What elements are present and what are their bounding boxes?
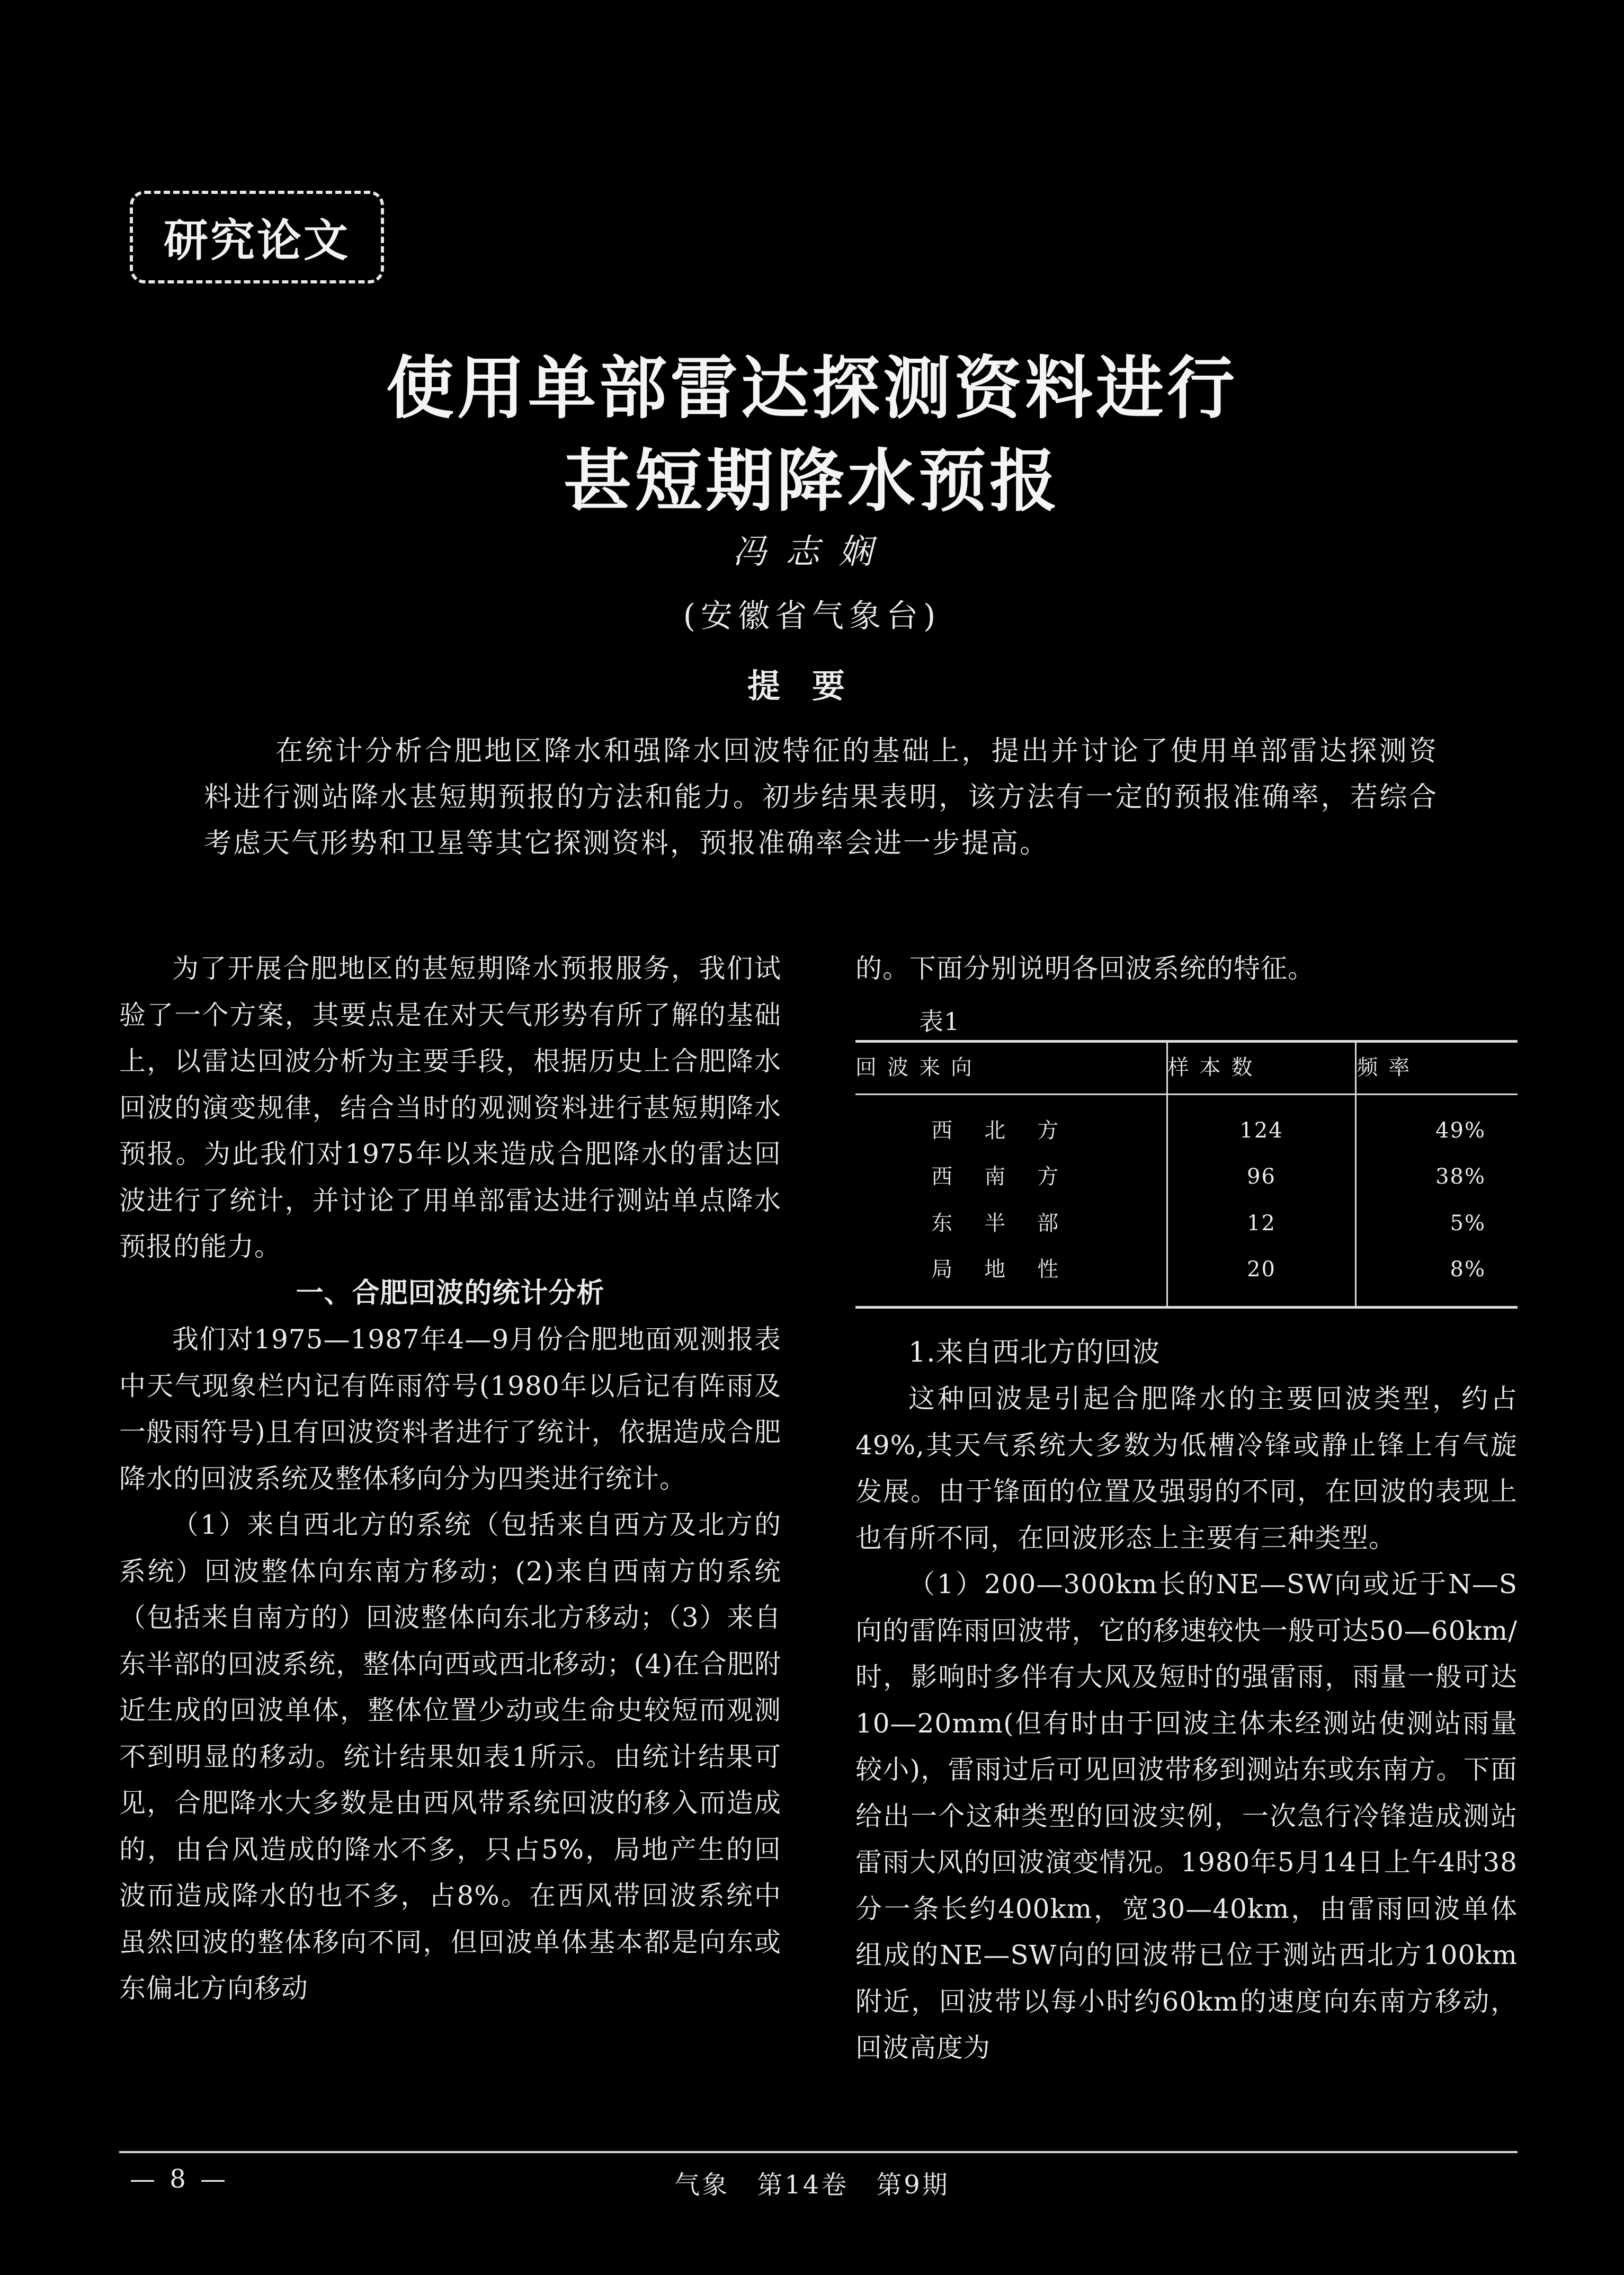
right-column [855, 946, 1518, 2072]
abstract-text: 在统计分析合肥地区降水和强降水回波特征的基础上，提出并讨论了使用单部雷达探测资料进行测站降水甚短期预报的方法和能力。初步结果表明，该方法有一定的预报准确率，若综合考虑天气形势和卫星等其它探测资料，预报准确率会进一步提高。 [204, 735, 1438, 859]
table-row [855, 1201, 1518, 1247]
body-paragraph: （1）200—300km长的NE—SW向或近于N—S向的雷阵雨回波带，它的移速较快一般可达50—60km/时，影响时多伴有大风及短时的强雷雨，雨量一般可达10—20mm(但有时由于回波主体未经测站使测站雨量较小)，雷雨过后可见回波带移到测站东或东南方。下面给出一个这种类型的回波实例，一次急行冷锋造成测站雷雨大风的回波演变情况。1980年5月14日上午4时38分一条长约400km，宽30—40km，由雷雨回波单体组成的NE—SW向的回波带已位于测站西北方100km附近，回波带以每小时约60km的速度向东南方移动，回波高度为 [855, 1569, 1518, 2063]
table-caption: 表1 [919, 1007, 960, 1036]
table-cell-frequency: 49% [1356, 1094, 1518, 1154]
intro-paragraph: 为了开展合肥地区的甚短期降水预报服务，我们试验了一个方案，其要点是在对天气形势有所了解的基础上，以雷达回波分析为主要手段，根据历史上合肥降水回波的演变规律，结合当时的观测资料进行甚短期降水预报。为此我们对1975年以来造成合肥降水的雷达回波进行了统计，并讨论了用单部雷达进行测站单点降水预报的能力。 [119, 953, 781, 1262]
table-cell-count: 124 [1167, 1094, 1356, 1154]
table-cell-frequency: 5% [1356, 1201, 1518, 1247]
body-paragraph: 的。下面分别说明各回波系统的特征。 [855, 953, 1315, 984]
table-cell-direction: 西北方 [931, 1118, 1091, 1143]
author-affiliation: (安徽省气象台) [683, 598, 941, 635]
section-tag-label: 研究论文 [163, 215, 350, 266]
abstract-heading: 提要 [747, 666, 877, 705]
table-cell-count: 96 [1167, 1154, 1356, 1201]
table-1 [855, 1003, 1518, 1309]
table-header-cell: 样本数 [1167, 1041, 1356, 1094]
table-cell-count: 20 [1167, 1247, 1356, 1307]
left-column [119, 946, 781, 2012]
table-row [855, 1247, 1518, 1307]
article-title-line1: 使用单部雷达探测资料进行 [386, 349, 1238, 428]
table-header-row [855, 1041, 1518, 1094]
table-cell-direction: 东半部 [931, 1211, 1091, 1236]
table-row [855, 1094, 1518, 1154]
subsection-heading: 1.来自西北方的回波 [908, 1336, 1161, 1368]
table-cell-frequency: 8% [1356, 1247, 1518, 1307]
article-title-line2: 甚短期降水预报 [563, 442, 1060, 521]
footer-divider [119, 2151, 1518, 2153]
table-header-cell: 回波来向 [855, 1041, 1167, 1094]
page-number: — 8 — [130, 2164, 229, 2194]
journal-info: 气象 第14卷 第9期 [674, 2170, 950, 2200]
section-heading: 一、合肥回波的统计分析 [296, 1277, 605, 1309]
table-row [855, 1154, 1518, 1201]
table-cell-direction: 局地性 [931, 1257, 1091, 1282]
section-tag [130, 191, 384, 283]
table-cell-frequency: 38% [1356, 1154, 1518, 1201]
body-paragraph: （1）来自西北方的系统（包括来自西方及北方的系统）回波整体向东南方移动；(2)来自西南方的系统（包括来自南方的）回波整体向东北方移动；（3）来自东半部的回波系统，整体向西或西北移动；(4)在合肥附近生成的回波单体，整体位置少动或生命史较短而观测不到明显的移动。统计结果如表1所示。由统计结果可见，合肥降水大多数是由西风带系统回波的移入而造成的，由台风造成的降水不多，只占5%，局地产生的回波而造成降水的也不多，占8%。在西风带回波系统中虽然回波的整体移向不同，但回波单体基本都是向东或东偏北方向移动 [119, 1509, 781, 2004]
body-paragraph: 这种回波是引起合肥降水的主要回波类型，约占49%,其天气系统大多数为低槽冷锋或静止锋上有气旋发展。由于锋面的位置及强弱的不同，在回波的表现上也有所不同，在回波形态上主要有三种类型。 [855, 1383, 1518, 1553]
table-cell-direction: 西南方 [931, 1165, 1091, 1189]
body-paragraph: 我们对1975—1987年4—9月份合肥地面观测报表中天气现象栏内记有阵雨符号(1980年以后记有阵雨及一般雨符号)且有回波资料者进行了统计，依据造成合肥降水的回波系统及整体移向分为四类进行统计。 [119, 1324, 781, 1494]
author-name: 冯志娴 [733, 532, 891, 572]
table-header-cell: 频率 [1356, 1041, 1518, 1094]
table-cell-count: 12 [1167, 1201, 1356, 1247]
data-table [855, 1040, 1518, 1309]
